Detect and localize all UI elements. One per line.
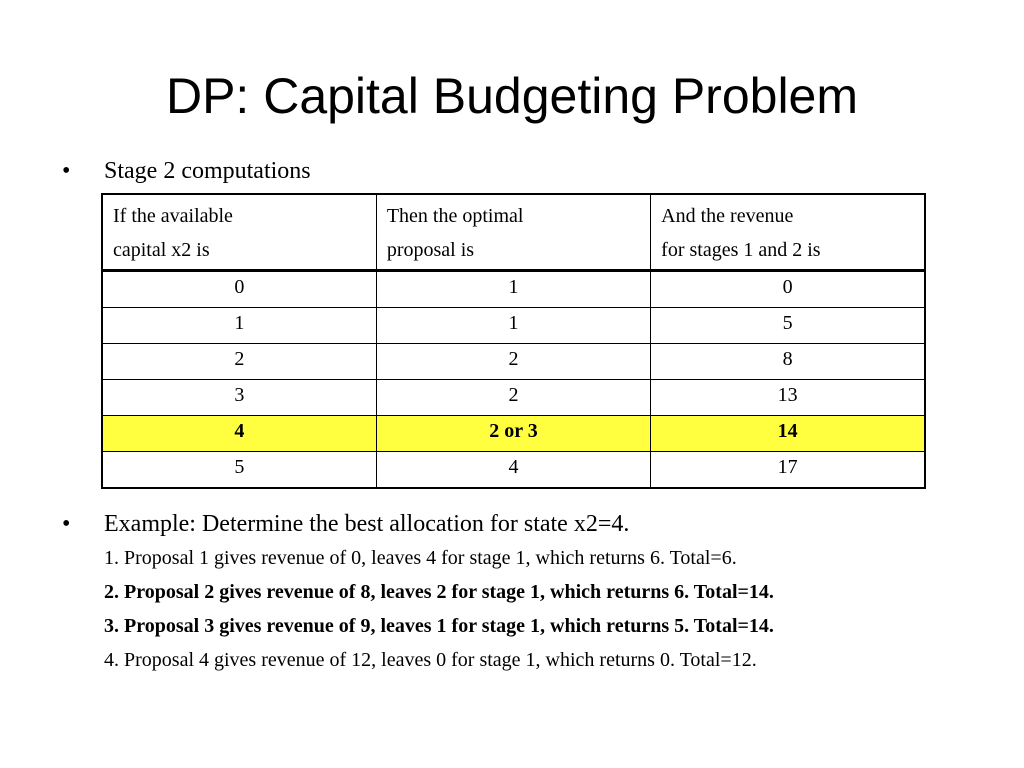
bullet-marker: • (62, 511, 71, 537)
stage-2-table (101, 193, 926, 489)
example-line-4: 4. Proposal 4 gives revenue of 12, leaves 0 for stage 1, which returns 0. Total=12. (104, 649, 757, 671)
table-cell: 2 (102, 344, 376, 380)
header-optimal-proposal (376, 194, 650, 271)
table-cell: 2 or 3 (376, 416, 650, 452)
table-cell: 5 (651, 308, 925, 344)
header-line: for stages 1 and 2 is (661, 239, 821, 261)
table-row-highlighted (102, 416, 925, 452)
header-line: If the available (113, 205, 233, 227)
table-cell: 8 (651, 344, 925, 380)
header-revenue (651, 194, 925, 271)
table-cell: 4 (376, 452, 650, 489)
table-cell: 2 (376, 380, 650, 416)
header-line: proposal is (386, 239, 475, 261)
table-cell: 1 (376, 308, 650, 344)
header-line: capital x2 is (113, 239, 210, 261)
example-line-3: 3. Proposal 3 gives revenue of 9, leaves 1 for stage 1, which returns 5. Total=14. (104, 615, 774, 637)
table-cell: 3 (102, 380, 376, 416)
table-row (102, 271, 925, 308)
table-row (102, 344, 925, 380)
example-line-2: 2. Proposal 2 gives revenue of 8, leaves 2 for stage 1, which returns 6. Total=14. (104, 581, 774, 603)
header-line: Then the optimal (386, 205, 524, 227)
table-cell: 13 (651, 380, 925, 416)
table-cell: 5 (102, 452, 376, 489)
table-cell: 14 (651, 416, 925, 452)
bullet-example: Example: Determine the best allocation for state x2=4. (104, 511, 630, 537)
slide-title: DP: Capital Budgeting Problem (165, 68, 859, 124)
bullet-stage-2-computations: Stage 2 computations (104, 158, 311, 184)
example-line-1: 1. Proposal 1 gives revenue of 0, leaves 4 for stage 1, which returns 6. Total=6. (104, 547, 737, 569)
table-row (102, 380, 925, 416)
bullet-marker: • (62, 158, 71, 184)
table-cell: 0 (651, 271, 925, 308)
table-header-row (102, 194, 925, 271)
table-row (102, 308, 925, 344)
table-row (102, 452, 925, 489)
table-cell: 2 (376, 344, 650, 380)
header-line: And the revenue (661, 205, 794, 227)
table-cell: 4 (102, 416, 376, 452)
table-cell: 17 (651, 452, 925, 489)
table-cell: 1 (376, 271, 650, 308)
table-cell: 0 (102, 271, 376, 308)
table-cell: 1 (102, 308, 376, 344)
header-available-capital (102, 194, 376, 271)
